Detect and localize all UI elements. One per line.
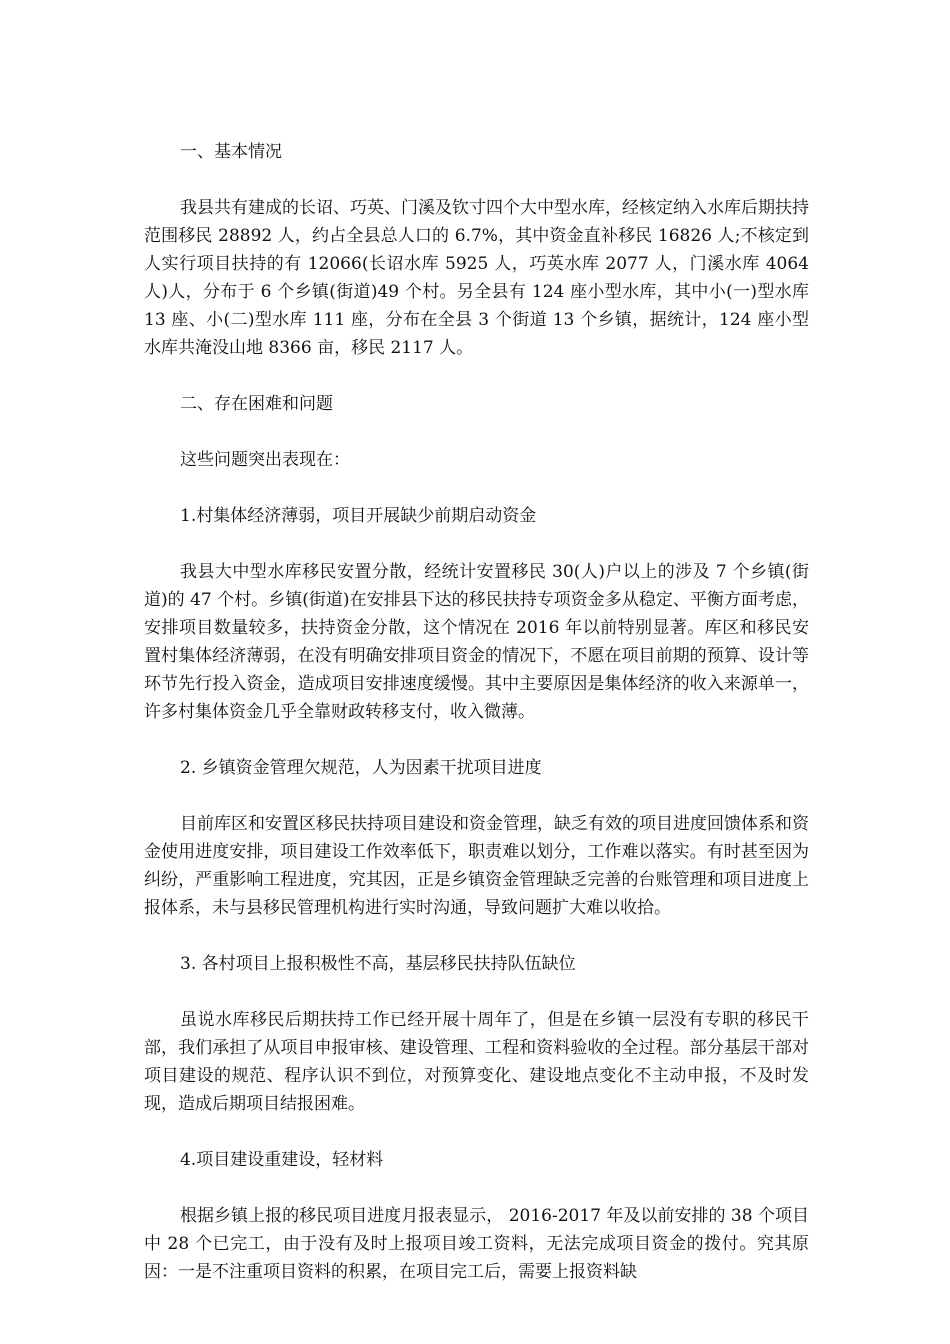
section-heading-difficulties: 二、存在困难和问题 — [180, 394, 333, 414]
subheading-4: 4.项目建设重建设，轻材料 — [180, 1150, 384, 1170]
document-body — [144, 138, 809, 1314]
subheading-3: 3. 各村项目上报积极性不高，基层移民扶持队伍缺位 — [180, 954, 576, 974]
section-heading-basic-situation: 一、基本情况 — [180, 142, 282, 162]
paragraph-2: 目前库区和安置区移民扶持项目建设和资金管理，缺乏有效的项目进度回馈体系和资金使用进度安排，项目建设工作效率低下，职责难以划分，工作难以落实。有时甚至因为纠纷，严重影响工程进度，究其因，正是乡镇资金管理缺乏完善的台账管理和项目进度上报体系，未与县移民管理机构进行实时沟通，导致问题扩大难以收拾。 — [144, 814, 809, 918]
subheading-2: 2. 乡镇资金管理欠规范，人为因素干扰项目进度 — [180, 758, 542, 778]
paragraph-1: 我县大中型水库移民安置分散，经统计安置移民 30(人)户以上的涉及 7 个乡镇(街道)的 47 个村。乡镇(街道)在安排县下达的移民扶持专项资金多从稳定、平衡方面考虑，安排项目数量较多，扶持资金分散，这个情况在 2016 年以前特别显著。库区和移民安置村集体经济薄弱，在没有明确安排项目资金的情况下，不愿在项目前期的预算、设计等环节先行投入资金，造成项目安排速度缓慢。其中主要原因是集体经济的收入来源单一，许多村集体资金几乎全靠财政转移支付，收入微薄。 — [144, 562, 809, 722]
subheading-1: 1.村集体经济薄弱，项目开展缺少前期启动资金 — [180, 506, 537, 526]
paragraph-basic-situation: 我县共有建成的长诏、巧英、门溪及钦寸四个大中型水库，经核定纳入水库后期扶持范围移民 28892 人，约占全县总人口的 6.7%，其中资金直补移民 16826 人;不核定到人实行项目扶持的有 12066(长诏水库 5925 人，巧英水库 2077 人，门溪水库 4064 人)人，分布于 6 个乡镇(街道)49 个村。另全县有 124 座小型水库，其中小(一)型水库 13 座、小(二)型水库 111 座，分布在全县 3 个街道 13 个乡镇，据统计，124 座小型水库共淹没山地 8366 亩，移民 2117 人。 — [144, 198, 809, 358]
intro-line-problems: 这些问题突出表现在： — [180, 450, 350, 470]
paragraph-3: 虽说水库移民后期扶持工作已经开展十周年了，但是在乡镇一层没有专职的移民干部，我们承担了从项目申报审核、建设管理、工程和资料验收的全过程。部分基层干部对项目建设的规范、程序认识不到位，对预算变化、建设地点变化不主动申报，不及时发现，造成后期项目结报困难。 — [144, 1010, 809, 1114]
paragraph-4: 根据乡镇上报的移民项目进度月报表显示， 2016-2017 年及以前安排的 38 个项目中 28 个已完工，由于没有及时上报项目竣工资料，无法完成项目资金的拨付。究其原因：一是不注重项目资料的积累，在项目完工后，需要上报资料缺 — [144, 1206, 809, 1282]
